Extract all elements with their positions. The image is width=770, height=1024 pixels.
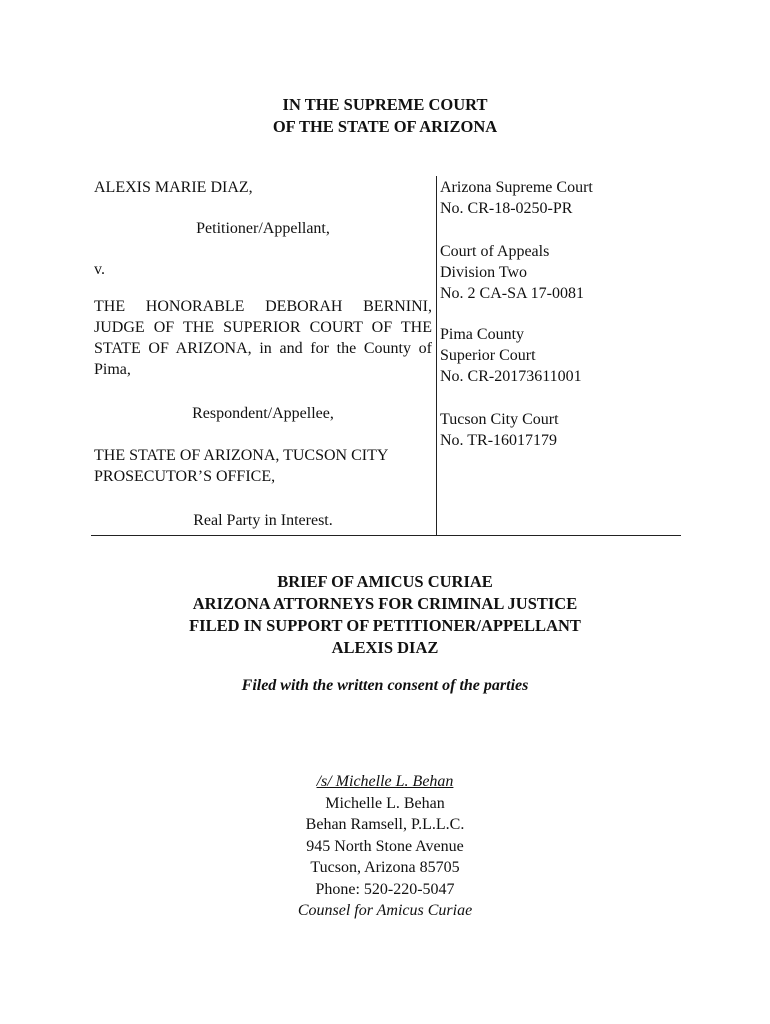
consent-note: Filed with the written consent of the parties (241, 677, 529, 694)
versus: v. (94, 261, 105, 278)
case-number: No. CR-18-0250-PR (440, 200, 573, 217)
case-number: No. 2 CA-SA 17-0081 (440, 285, 585, 302)
case-number: No. TR-16017179 (440, 432, 558, 449)
brief-title-line-2: ARIZONA ATTORNEYS FOR CRIMINAL JUSTICE (192, 594, 578, 613)
city-state-zip: Tucson, Arizona 85705 (310, 859, 460, 876)
case-county: Pima County (440, 326, 525, 343)
respondent-name: THE HONORABLE DEBORAH BERNINI, JUDGE OF THE SUPERIOR COURT OF THE STATE OF ARIZONA, in and for the County of Pima, (94, 298, 432, 378)
attorney-name: Michelle L. Behan (325, 794, 445, 812)
signature-block (0, 771, 770, 922)
street-address: 945 North Stone Avenue (306, 837, 464, 855)
case-court-name: Superior Court (440, 347, 536, 364)
petitioner-role: Petitioner/Appellant, (196, 220, 330, 237)
case-court-name: Court of Appeals (440, 243, 550, 260)
case-superior-court (440, 324, 582, 387)
law-firm: Behan Ramsell, P.L.L.C. (305, 816, 465, 833)
brief-title (0, 571, 770, 659)
case-court-name: Arizona Supreme Court (440, 179, 593, 196)
case-caption (91, 176, 681, 536)
court-heading-line-2: OF THE STATE OF ARIZONA (272, 117, 498, 136)
phone-number: Phone: 520-220-5047 (315, 880, 455, 898)
brief-title-line-3: FILED IN SUPPORT OF PETITIONER/APPELLANT (189, 616, 581, 635)
case-division: Division Two (440, 264, 528, 281)
electronic-signature: /s/ Michelle L. Behan (316, 773, 454, 790)
case-city-court (440, 409, 559, 451)
brief-title-line-4: ALEXIS DIAZ (331, 638, 439, 657)
real-party-name: THE STATE OF ARIZONA, TUCSON CITY PROSECUTOR’S OFFICE, (94, 447, 388, 485)
case-court-of-appeals (440, 241, 584, 304)
brief-title-line-1: BRIEF OF AMICUS CURIAE (277, 572, 493, 591)
court-heading (0, 94, 770, 138)
case-supreme-court (440, 177, 593, 219)
court-heading-line-1: IN THE SUPREME COURT (282, 95, 488, 114)
case-number: No. CR-20173611001 (440, 368, 582, 385)
real-party-role: Real Party in Interest. (193, 512, 333, 529)
caption-divider (436, 176, 437, 535)
respondent-role: Respondent/Appellee, (192, 405, 334, 422)
petitioner-name: ALEXIS MARIE DIAZ, (94, 179, 253, 196)
case-court-name: Tucson City Court (440, 411, 559, 428)
counsel-role: Counsel for Amicus Curiae (297, 902, 473, 919)
